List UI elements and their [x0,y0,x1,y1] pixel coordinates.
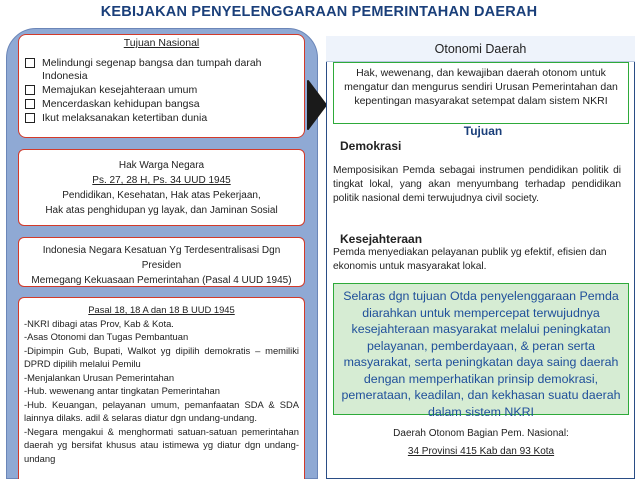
list-item: -NKRI dibagi atas Prov, Kab & Kota. [24,317,174,329]
page-title: KEBIJAKAN PENYELENGGARAAN PEMERINTAHAN DAERAH [100,4,538,20]
list-item: Memajukan kesejahteraan umum [25,84,298,97]
list-item: -Negara mengakui & menghormati satuan-satuan pemerintahan daerah yg bersifat khusus atau istimewa yg diatur dgn undang-undang [24,425,299,464]
tujuan-heading: Tujuan [463,124,503,138]
list-item: -Dipimpin Gub, Bupati, Walkot yg dipilih demokratis – memiliki DPRD dipilih melalui Pemilu [24,344,299,369]
tujuan-nasional-list [25,57,298,126]
list-item: -Hub. Keuangan, pelayanan umum, pemanfaatan SDA & SDA lainnya dilaks. adil & selaras diatur dgn undang-undang. [24,398,299,423]
daerah-otonom-info [333,425,629,473]
checkbox-bullet-icon [25,113,35,123]
daerah-otonom-heading: Daerah Otonom Bagian Pem. Nasional: [393,428,569,439]
nkri-line-2: Memegang Kekuasaan Pemerintahan (Pasal 4 UUD 1945) [31,275,292,286]
list-item: -Hub. wewenang antar tingkatan Pemerintahan [24,385,220,396]
otonomi-daerah-heading: Otonomi Daerah [326,36,635,62]
tujuan-nasional-heading: Tujuan Nasional [123,37,200,49]
nkri-box [18,237,305,287]
hak-warga-negara-box [18,149,305,226]
daerah-otonom-count: 34 Provinsi 415 Kab dan 93 Kota [407,446,555,457]
nkri-line-1: Indonesia Negara Kesatuan Yg Terdesentralisasi Dgn Presiden [42,245,281,271]
kesejahteraan-text: Pemda menyediakan pelayanan publik yg efektif, efisien dan ekonomis untuk masyarakat lokal. [333,247,607,272]
list-item: Mencerdaskan kehidupan bangsa [25,98,298,111]
otonomi-daerah-definition: Hak, wewenang, dan kewajiban daerah otonom untuk mengatur dan mengurus sendiri Urusan Pemerintahan dan kepentingan masyarakat setempat dalam sistem NKRI [333,62,629,124]
selaras-summary-box: Selaras dgn tujuan Otda penyelenggaraan Pemda diarahkan untuk mempercepat terwujudnya kesejahteraan masyarakat melalui peningkatan pelayanan, pemberdayaan, & peran serta masyarakat, serta peningkatan daya saing daerah dengan memperhatikan prinsip demokrasi, pemerataan, keadilan, dan kekhasan suatu daerah dalam sistem NKRI [333,283,629,415]
list-item: -Asas Otonomi dan Tugas Pembantuan [24,331,189,342]
checkbox-bullet-icon [25,85,35,95]
list-item: Ikut melaksanakan ketertiban dunia [25,112,298,125]
hak-warga-detail-1: Pendidikan, Kesehatan, Hak atas Pekerjaan, [62,190,261,201]
hak-warga-pasal: Ps. 27, 28 H, Ps. 34 UUD 1945 [92,175,231,186]
right-arrow-icon [306,75,328,135]
tujuan-nasional-box [18,34,305,138]
hak-warga-heading: Hak Warga Negara [118,160,205,171]
kesejahteraan-heading: Kesejahteraan [340,232,423,246]
list-item: -Menjalankan Urusan Pemerintahan [24,371,175,383]
pasal-18-box [18,297,305,479]
checkbox-bullet-icon [25,99,35,109]
demokrasi-text: Memposisikan Pemda sebagai instrumen pendidikan politik di tingkat lokal, yang akan menyumbang terhadap pendidikan politik nasional demi terwujudnya civil society. [333,165,621,204]
pasal-18-heading: Pasal 18, 18 A dan 18 B UUD 1945 [88,304,235,315]
checkbox-bullet-icon [25,58,35,68]
hak-warga-detail-2: Hak atas penghidupan yg layak, dan Jaminan Sosial [45,205,278,216]
list-item: Melindungi segenap bangsa dan tumpah darah Indonesia [25,57,298,83]
demokrasi-heading: Demokrasi [340,139,402,153]
